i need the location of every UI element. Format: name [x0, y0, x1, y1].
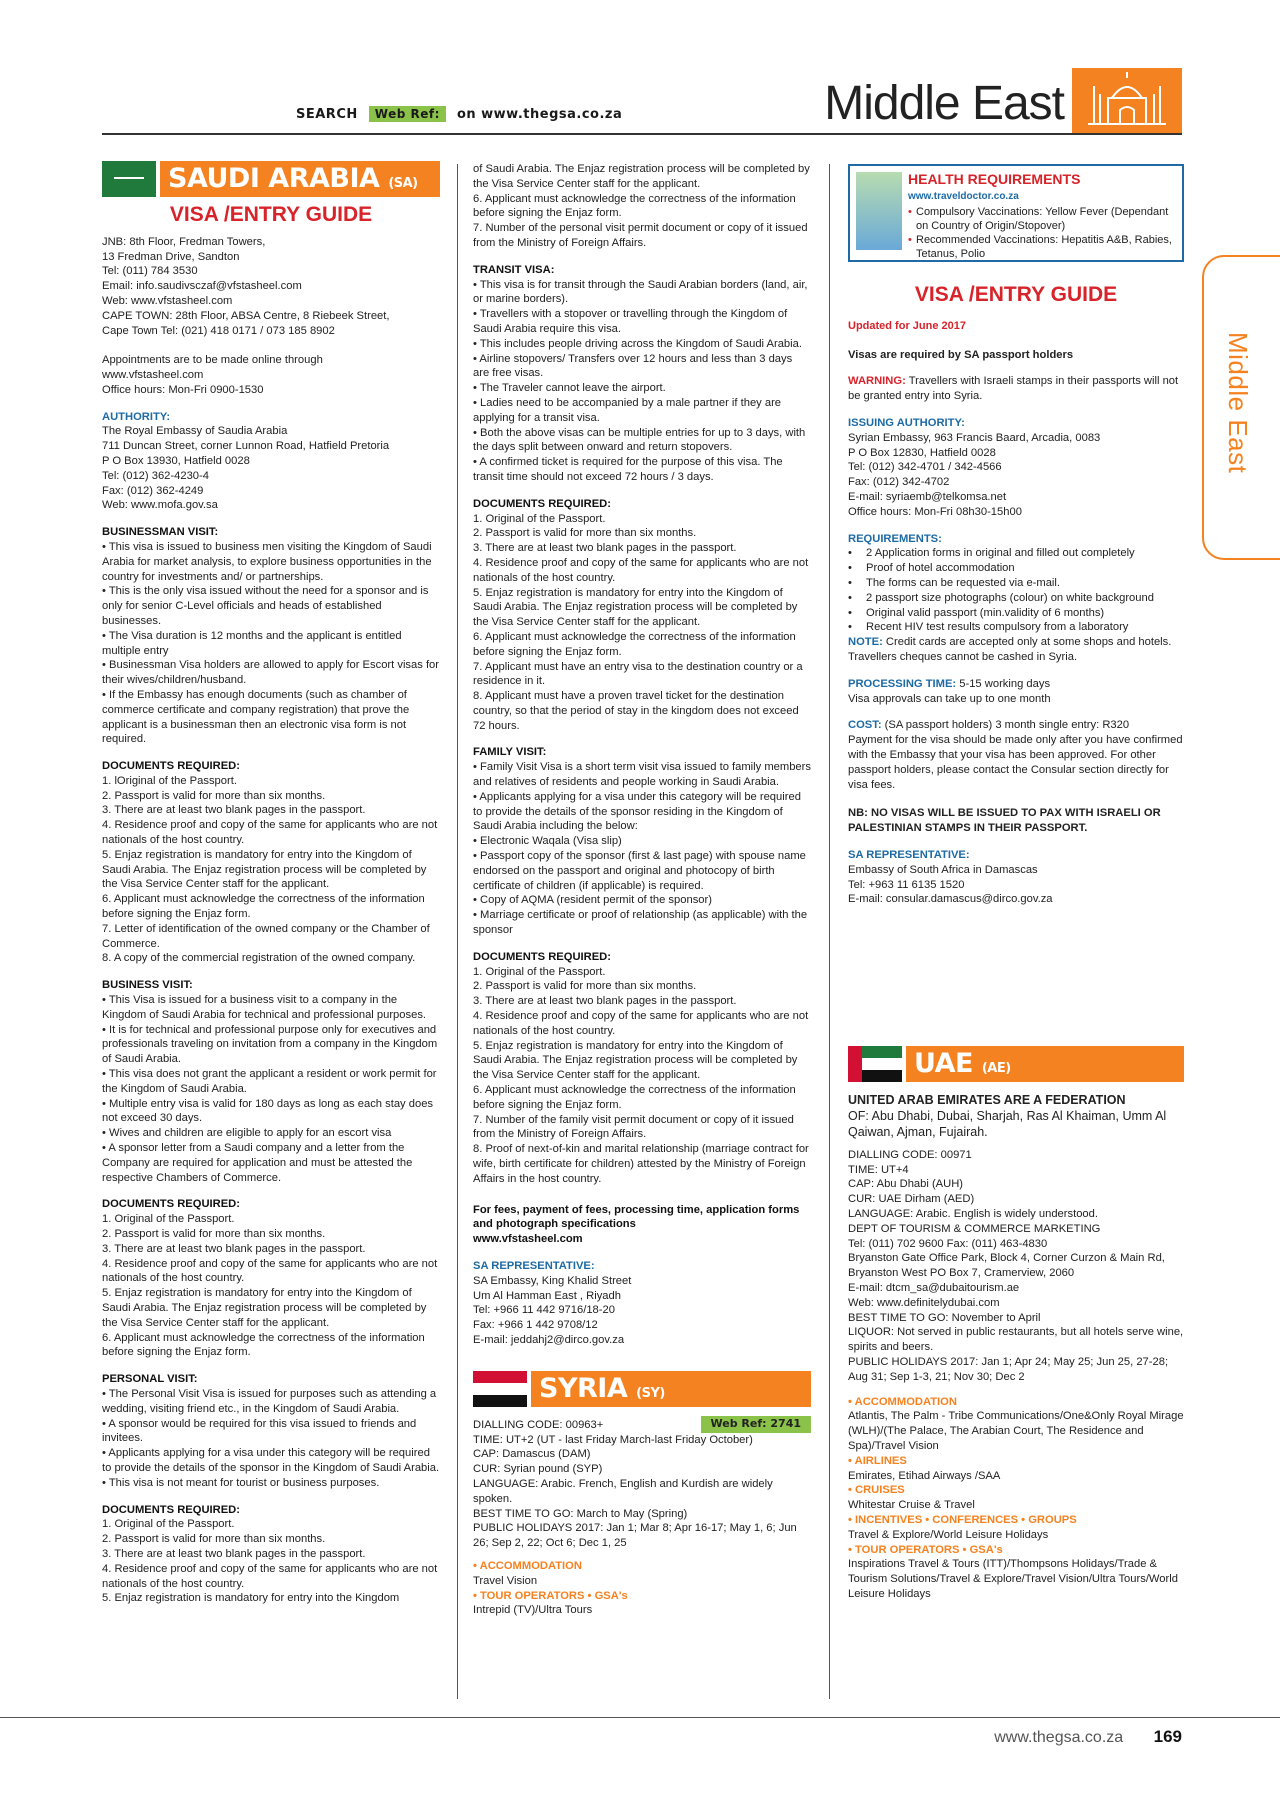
travel-doctor-logo-icon: [856, 172, 902, 250]
uae-acc: Atlantis, The Palm - Tribe Communications/One&Only Royal Mirage (WLH)/(The Palace, The Arabian Court, The Residence and Spa)/Travel Vision: [848, 1410, 1184, 1453]
webref-label: Web Ref:: [369, 106, 446, 122]
syria-rep-heading: SA REPRESENTATIVE:: [848, 848, 970, 861]
syria-rep-text: Embassy of South Africa in Damascas Tel: +963 11 6135 1520 E-mail: consular.damascus@dirco.gov.za: [848, 863, 1053, 906]
docs1-text: 1. lOriginal of the Passport. 2. Passport is valid for more than six months. 3. There are at least two blank pages in the passport. 4. Residence proof and copy of the same for applicants who are not nationals of the host country. 5. Enjaz registration is mandatory for entry into the Kingdom of Saudi Arabia. The Enjaz registration process will be completed by the Visa Service Center staff for the applicant. 6. Applicant must acknowledge the correctness of the information before signing the Enjaz form. 7. Letter of identification of the owned company or the Chamber of Commerce. 8. A copy of the commercial registration of the owned company.: [102, 774, 438, 965]
processing-label: PROCESSING TIME:: [848, 677, 957, 690]
saudi-authority-heading: AUTHORITY:: [102, 410, 171, 423]
list-item: • Original valid passport (min.validity of 6 months): [848, 606, 1184, 621]
syria-code: (SY): [636, 1385, 665, 1401]
uae-facts: DIALLING CODE: 00971 TIME: UT+4 CAP: Abu Dhabi (AUH) CUR: UAE Dirham (AED) LANGUAGE: Arabic. English is widely understood. DEPT OF TOURISM & COMMERCE MARKETING Tel: (011) 702 9600 Fax: (011) 463-4830 Bryanston Gate Office Park, Block 4, Corner Curzon & Main Rd, Bryanston West PO Box 7, Cramerview, 2060 E-mail: dtcm_sa@dubaitourism.ae Web: www.definitelydubai.com BEST TIME TO GO: November to April LIQUOR: Not served in public restaurants, but all hotels serve wine, spirits and beers. PUBLIC HOLIDAYS 2017: Jan 1; Apr 24; May 25; Jun 25, 27-28; Aug 31; Sep 1-3, 21; Nov 30; Dec 2: [848, 1148, 1184, 1383]
saudi-code: (SA): [388, 176, 418, 191]
syria-warning: [848, 374, 1184, 404]
issuing-text: Syrian Embassy, 963 Francis Baard, Arcadia, 0083 P O Box 12830, Hatfield 0028 Tel: (012) 342-4701 / 342-4566 Fax: (012) 342-4702 E-mail: syriaemb@telkomsa.net Office hours: Mon-Fri 08h30-15h00: [848, 431, 1101, 518]
uae-banner: [848, 1045, 1184, 1083]
syria-updated: Updated for June 2017: [848, 319, 966, 332]
saudi-country-name: [160, 161, 440, 197]
column-syria-uae: [848, 164, 1184, 1602]
syria-nb: NB: NO VISAS WILL BE ISSUED TO PAX WITH ISRAELI OR PALESTINIAN STAMPS IN THEIR PASSPORT.: [848, 807, 1161, 835]
search-url: on www.thegsa.co.za: [456, 107, 623, 122]
health-item: • Recommended Vaccinations: Hepatitis A&B, Rabies, Tetanus, Polio: [908, 233, 1176, 261]
uae-inc-heading: • INCENTIVES • CONFERENCES • GROUPS: [848, 1514, 1077, 1527]
health-title: [908, 172, 1176, 205]
uae-federation-heading: UNITED ARAB EMIRATES ARE A FEDERATION: [848, 1093, 1126, 1108]
businessman-heading: BUSINESSMAN VISIT:: [102, 526, 219, 539]
family-heading: FAMILY VISIT:: [473, 746, 547, 759]
docs4-heading: DOCUMENTS REQUIRED:: [473, 497, 611, 510]
uae-country-name: [906, 1046, 1184, 1082]
uae-air-heading: • AIRLINES: [848, 1454, 907, 1467]
syria-cost: [848, 718, 1184, 792]
uae-federation: OF: Abu Dhabi, Dubai, Sharjah, Ras Al Khaiman, Umm Al Qaiwan, Ajman, Fujairah.: [848, 1108, 1167, 1139]
uae-air: Emirates, Etihad Airways /SAA: [848, 1469, 1001, 1482]
syria-banner: [473, 1370, 811, 1408]
syria-guide-title: VISA /ENTRY GUIDE: [914, 283, 1118, 306]
syria-tour-heading: • TOUR OPERATORS • GSA's: [473, 1589, 628, 1602]
saudi-rep-heading: SA REPRESENTATIVE:: [473, 1259, 595, 1272]
health-requirements-box: [848, 164, 1184, 262]
column-middle: [473, 162, 811, 1618]
cost-text: (SA passport holders) 3 month single entry: R320 Payment for the visa should be made only after you have confirmed with the Embassy that your visa has been approved. For other passport holders, please contact the Consular section directly for visa fees.: [848, 719, 1183, 791]
note-label: NOTE:: [848, 636, 883, 649]
header-divider: [102, 133, 1182, 135]
cost-label: COST:: [848, 719, 882, 732]
list-item: • Proof of hotel accommodation: [848, 561, 1184, 576]
syria-flag-icon: [473, 1371, 527, 1407]
uae-code: (AE): [981, 1061, 1011, 1077]
uae-tour: Inspirations Travel & Tours (ITT)/Thompsons Holidays/Trade & Tourism Solutions/Travel & Explore/Travel Vision/Ultra Tours/World Leisure Holidays: [848, 1558, 1178, 1600]
health-item: • Compulsory Vaccinations: Yellow Fever (Dependant on Country of Origin/Stopover): [908, 205, 1176, 233]
saudi-cont-text: of Saudi Arabia. The Enjaz registration process will be completed by the Visa Service Center staff for the applicant. 6. Applicant must acknowledge the correctness of the information before signing the Enjaz form. 7. Number of the personal visit permit document or copy of it issued from the Ministry of Foreign Affairs.: [473, 163, 810, 249]
syria-tour: Intrepid (TV)/Ultra Tours: [473, 1604, 593, 1617]
column-saudi: [102, 160, 440, 1606]
warning-label: WARNING:: [848, 375, 906, 388]
syria-country-name: [531, 1371, 811, 1407]
uae-name: UAE: [914, 1048, 973, 1080]
docs2-heading: DOCUMENTS REQUIRED:: [102, 1198, 240, 1211]
businessman-text: • This visa is issued to business men visiting the Kingdom of Saudi Arabia for market analysis, to explore business opportunities in the country for investments and/ or partnerships. • This is the only visa issued without the need for a sponsor and is only for senior C-Level officials and heads of established businesses. • The Visa duration is 12 months and the applicant is entitled multiple entry • Businessman Visa holders are allowed to apply for Escort visas for their wives/children/husband. • If the Embassy has enough documents (such as chamber of commerce certificate and company registration) that prove the applicant is a businessman then an electronic visa form is not required.: [102, 540, 440, 746]
family-text: • Family Visit Visa is a short term visit visa issued to family members and relatives of residents and people working in Saudi Arabia. • Applicants applying for a visa under this category will be required to provide the details of the sponsor residing in the Kingdom of Saudi Arabia including the below: • Electronic Waqala (Visa slip) • Passport copy of the sponsor (first & last page) with spouse name endorsed on the passport and original and photocopy of birth certificate of children (if applicable) is required. • Copy of AQMA (resident permit of the sponsor) • Marriage certificate or proof of relationship (as applicable) with the sponsor: [473, 761, 811, 937]
footer-divider: [0, 1717, 1280, 1718]
uae-acc-heading: • ACCOMMODATION: [848, 1395, 957, 1408]
docs1-heading: DOCUMENTS REQUIRED:: [102, 760, 240, 773]
transit-text: • This visa is for transit through the Saudi Arabian borders (land, air, or marine borders). • Travellers with a stopover or travelling through the Kingdom of Saudi Arabia require this visa. • This includes people driving across the Kingdom of Saudi Arabia. • Airline stopovers/ Transfers over 12 hours and less than 3 days are free visas. • The Traveler cannot leave the airport. • Ladies need to be accompanied by a male partner if they are applying for a transit visa. • Both the above visas can be multiple entries for up to 3 days, with the days split between onward and return stopovers. • A confirmed ticket is required for the purpose of this visa. The transit time should not exceed 72 hours / 3 days.: [473, 278, 808, 483]
syria-processing: [848, 677, 1184, 707]
mosque-icon: [1072, 68, 1182, 134]
saudi-banner: [102, 160, 440, 198]
page-number: 169: [1153, 1727, 1182, 1746]
saudi-rep-text: SA Embassy, King Khalid Street Um Al Hamman East , Riyadh Tel: +966 11 442 9716/18-20 Fax: +966 1 442 9708/12 E-mail: jeddahj2@dirco.gov.za: [473, 1274, 632, 1346]
saudi-authority: The Royal Embassy of Saudia Arabia 711 Duncan Street, corner Lunnon Road, Hatfield Pretoria P O Box 13930, Hatfield 0028 Tel: (012) 362-4230-4 Fax: (012) 362-4249 Web: www.mofa.gov.sa: [102, 425, 390, 512]
fees-note: For fees, payment of fees, processing time, application forms and photograph specifications www.vfstasheel.com: [473, 1203, 800, 1246]
region-title: Middle East: [824, 77, 1064, 130]
uae-cruise-heading: • CRUISES: [848, 1484, 905, 1497]
docs4-text: 1. Original of the Passport. 2. Passport is valid for more than six months. 3. There are at least two blank pages in the passport. 4. Residence proof and copy of the same for applicants who are not nationals of the host country. 5. Enjaz registration is mandatory for entry into the Kingdom of Saudi Arabia. The Enjaz registration process will be completed by the Visa Service Center staff for the applicant. 6. Applicant must acknowledge the correctness of the information before signing the Enjaz form. 7. Applicant must have an entry visa to the destination country or a residence in it. 8. Applicant must have a proven travel ticket for the destination country, so that the period of stay in the kingdom does not exceed 72 hours.: [473, 512, 809, 732]
docs3-heading: DOCUMENTS REQUIRED:: [102, 1503, 240, 1516]
saudi-guide-title: VISA /ENTRY GUIDE: [169, 203, 373, 226]
docs5-text: 1. Original of the Passport. 2. Passport is valid for more than six months. 3. There are at least two blank pages in the passport. 4. Residence proof and copy of the same for applicants who are not nationals of the host country. 5. Enjaz registration is mandatory for entry into the Kingdom of Saudi Arabia. The Enjaz registration process will be completed by the Visa Service Center staff for the applicant. 6. Applicant must acknowledge the correctness of the information before signing the Enjaz form. 7. Number of the family visit permit document or copy of it issued from the Ministry of Foreign Affairs. 8. Proof of next-of-kin and marital relationship (marriage contract for wife, birth certificate for children) attested by the Ministry of Foreign Affairs in the host country.: [473, 965, 809, 1185]
saudi-name: SAUDI ARABIA: [168, 163, 380, 194]
health-url: www.traveldoctor.co.za: [908, 190, 1019, 202]
warning-text: Travellers with Israeli stamps in their passports will not be granted entry into Syria.: [848, 375, 1179, 403]
search-line: [296, 106, 622, 122]
syria-acc-heading: • ACCOMMODATION: [473, 1559, 582, 1572]
personal-heading: PERSONAL VISIT:: [102, 1373, 198, 1386]
list-item: • The forms can be requested via e-mail.: [848, 576, 1184, 591]
column-divider: [457, 164, 458, 1699]
requirements-list: [848, 546, 1184, 635]
business-heading: BUSINESS VISIT:: [102, 979, 193, 992]
search-label: SEARCH: [296, 107, 358, 122]
uae-tour-heading: • TOUR OPERATORS • GSA's: [848, 1543, 1003, 1556]
page-footer: [994, 1727, 1182, 1747]
requirements-heading: REQUIREMENTS:: [848, 532, 942, 545]
transit-heading: TRANSIT VISA:: [473, 263, 555, 276]
column-divider: [829, 164, 830, 1699]
health-title-text: HEALTH REQUIREMENTS: [908, 171, 1081, 187]
syria-acc: Travel Vision: [473, 1574, 538, 1587]
syria-facts: DIALLING CODE: 00963+ TIME: UT+2 (UT - last Friday March-last Friday October) CAP: Damascus (DAM) CUR: Syrian pound (SYP) LANGUAGE: Arabic. French, English and Kurdish are widely spoken. BEST TIME TO GO: March to May (Spring) PUBLIC HOLIDAYS 2017: Jan 1; Mar 8; Apr 16-17; May 1, 6; Jun 26; Sep 2, 22; Oct 6; Dec 1, 25: [473, 1418, 797, 1550]
saudi-flag-icon: [102, 161, 156, 197]
uae-inc: Travel & Explore/World Leisure Holidays: [848, 1528, 1049, 1541]
syria-visas-required: Visas are required by SA passport holders: [848, 348, 1074, 361]
list-item: • 2 passport size photographs (colour) on white background: [848, 591, 1184, 606]
list-item: • 2 Application forms in original and filled out completely: [848, 546, 1184, 561]
business-text: • This Visa is issued for a business visit to a company in the Kingdom of Saudi Arabia for technical and professional purposes. • It is for technical and professional purpose only for executives and professionals traveling on invitation from a company in the Kingdom of Saudi Arabia. • This visa does not grant the applicant a resident or work permit for the Kingdom of Saudi Arabia. • Multiple entry visa is valid for 180 days as long as each stay does not exceed 30 days. • Wives and children are eligible to apply for an escort visa • A sponsor letter from a Saudi company and a letter from the Company are required for application and must be attested the respective Chambers of Commerce.: [102, 994, 438, 1184]
syria-note: [848, 635, 1184, 665]
issuing-heading: ISSUING AUTHORITY:: [848, 416, 965, 429]
syria-name: SYRIA: [539, 1372, 628, 1404]
uae-flag-icon: [848, 1046, 902, 1082]
docs5-heading: DOCUMENTS REQUIRED:: [473, 950, 611, 963]
processing-text: 5-15 working days Visa approvals can take up to one month: [848, 677, 1051, 705]
section-side-tab: [1202, 255, 1280, 560]
list-item: • Recent HIV test results compulsory from a laboratory: [848, 620, 1184, 635]
saudi-contact: JNB: 8th Floor, Fredman Towers, 13 Fredman Drive, Sandton Tel: (011) 784 3530 Email: info.saudivsczaf@vfstasheel.com Web: www.vfstasheel.com CAPE TOWN: 28th Floor, ABSA Centre, 8 Riebeek Street, Cape Town Tel: (021) 418 0171 / 073 185 8902 Appointments are to be made online through www.vfstasheel.com Office hours: Mon-Fri 0900-1530: [102, 235, 390, 396]
uae-cruise: Whitestar Cruise & Travel: [848, 1499, 975, 1512]
docs3-text: 1. Original of the Passport. 2. Passport is valid for more than six months. 3. There are at least two blank pages in the passport. 4. Residence proof and copy of the same for applicants who are not nationals of the host country. 5. Enjaz registration is mandatory for entry into the Kingdom: [102, 1518, 438, 1605]
page-header: [102, 66, 1182, 136]
footer-url: www.thegsa.co.za: [994, 1729, 1124, 1746]
note-text: Credit cards are accepted only at some shops and hotels. Travellers cheques cannot be cashed in Syria.: [848, 636, 1172, 663]
syria-webref: Web Ref: 2741: [701, 1416, 811, 1433]
side-tab-label: Middle East: [1223, 332, 1253, 474]
docs2-text: 1. Original of the Passport. 2. Passport is valid for more than six months. 3. There are at least two blank pages in the passport. 4. Residence proof and copy of the same for applicants who are not nationals of the host country. 5. Enjaz registration is mandatory for entry into the Kingdom of Saudi Arabia. The Enjaz registration process will be completed by the Visa Service Center staff for the applicant. 6. Applicant must acknowledge the correctness of the information before signing the Enjaz form.: [102, 1213, 438, 1359]
personal-text: • The Personal Visit Visa is issued for purposes such as attending a wedding, visiting friend etc., in the Kingdom of Saudi Arabia. • A sponsor would be required for this visa issued to friends and invitees. • Applicants applying for a visa under this category will be required to provide the details of the sponsor in the Kingdom of Saudi Arabia. • This visa is not meant for tourist or business purposes.: [102, 1387, 440, 1489]
